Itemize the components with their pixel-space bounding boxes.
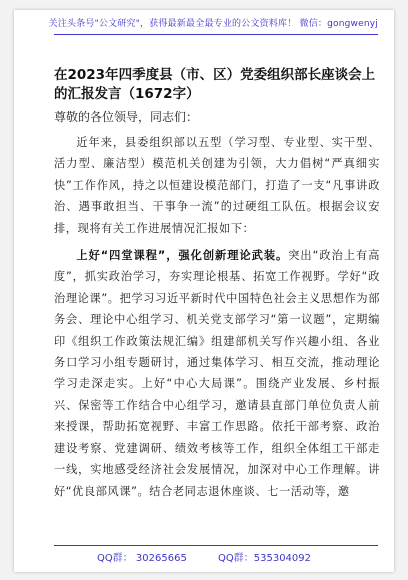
- footer-divider: [54, 545, 378, 546]
- document-page: [14, 10, 394, 572]
- paragraph-study: [54, 245, 380, 502]
- footer-qq-group-2: QQ群：535304092: [218, 553, 312, 564]
- header-divider: [54, 34, 378, 35]
- document-body: [54, 132, 380, 508]
- salutation: 尊敬的各位领导，同志们：: [54, 110, 199, 124]
- document-title: 在2023年四季度县（市、区）党委组织部长座谈会上的汇报发言（1672字）: [54, 67, 376, 102]
- paragraph-heading: 上好“四堂课程”，强化创新理论武装。: [76, 249, 289, 263]
- footer: [14, 549, 394, 564]
- paragraph-intro: 近年来，县委组织部以五型（学习型、专业型、实干型、活力型、廉洁型）模范机关创建为引领，大力倡树“严真细实快”工作作风，持之以恒建设模范部门，打造了一支“凡事讲政治、遇事敢担当、干事争一流”的过硬组工队伍。根据会议安排，现将有关工作进展情况汇报如下：: [54, 136, 380, 235]
- paragraph-study-text: 突出“政治上有高度”，抓实政治学习，夯实理论根基、拓宽工作视野。学好“政治理论课”。把学习习近平新时代中国特色社会主义思想作为部务会、理论中心组学习、机关党支部学习“第一议题”，定期编印《组织工作政策法规汇编》组建部机关写作兴趣小组、各业务口学习小组专题研讨，通过集体学习、相互交流，推动理论学习走深走实。上好“中心大局课”。围绕产业发展、乡村振兴、保密等工作结合中心组学习，邀请县直部门单位负责人前来授课，帮助拓宽视野、丰富工作思路。依托干部考察、政治建设考察、党建调研、绩效考核等工作，组织全体组工干部走一线，实地感受经济社会发展情况，加深对中心工作理解。讲好“优良部风课”。结合老同志退休座谈、七一活动等，邀: [54, 249, 380, 498]
- footer-qq-group-1: QQ群： 30265665: [96, 553, 187, 564]
- header-note: 关注头条号"公文研究"，获得最新最全最专业的公文资料库！ 微信：gongwenyj: [48, 19, 378, 29]
